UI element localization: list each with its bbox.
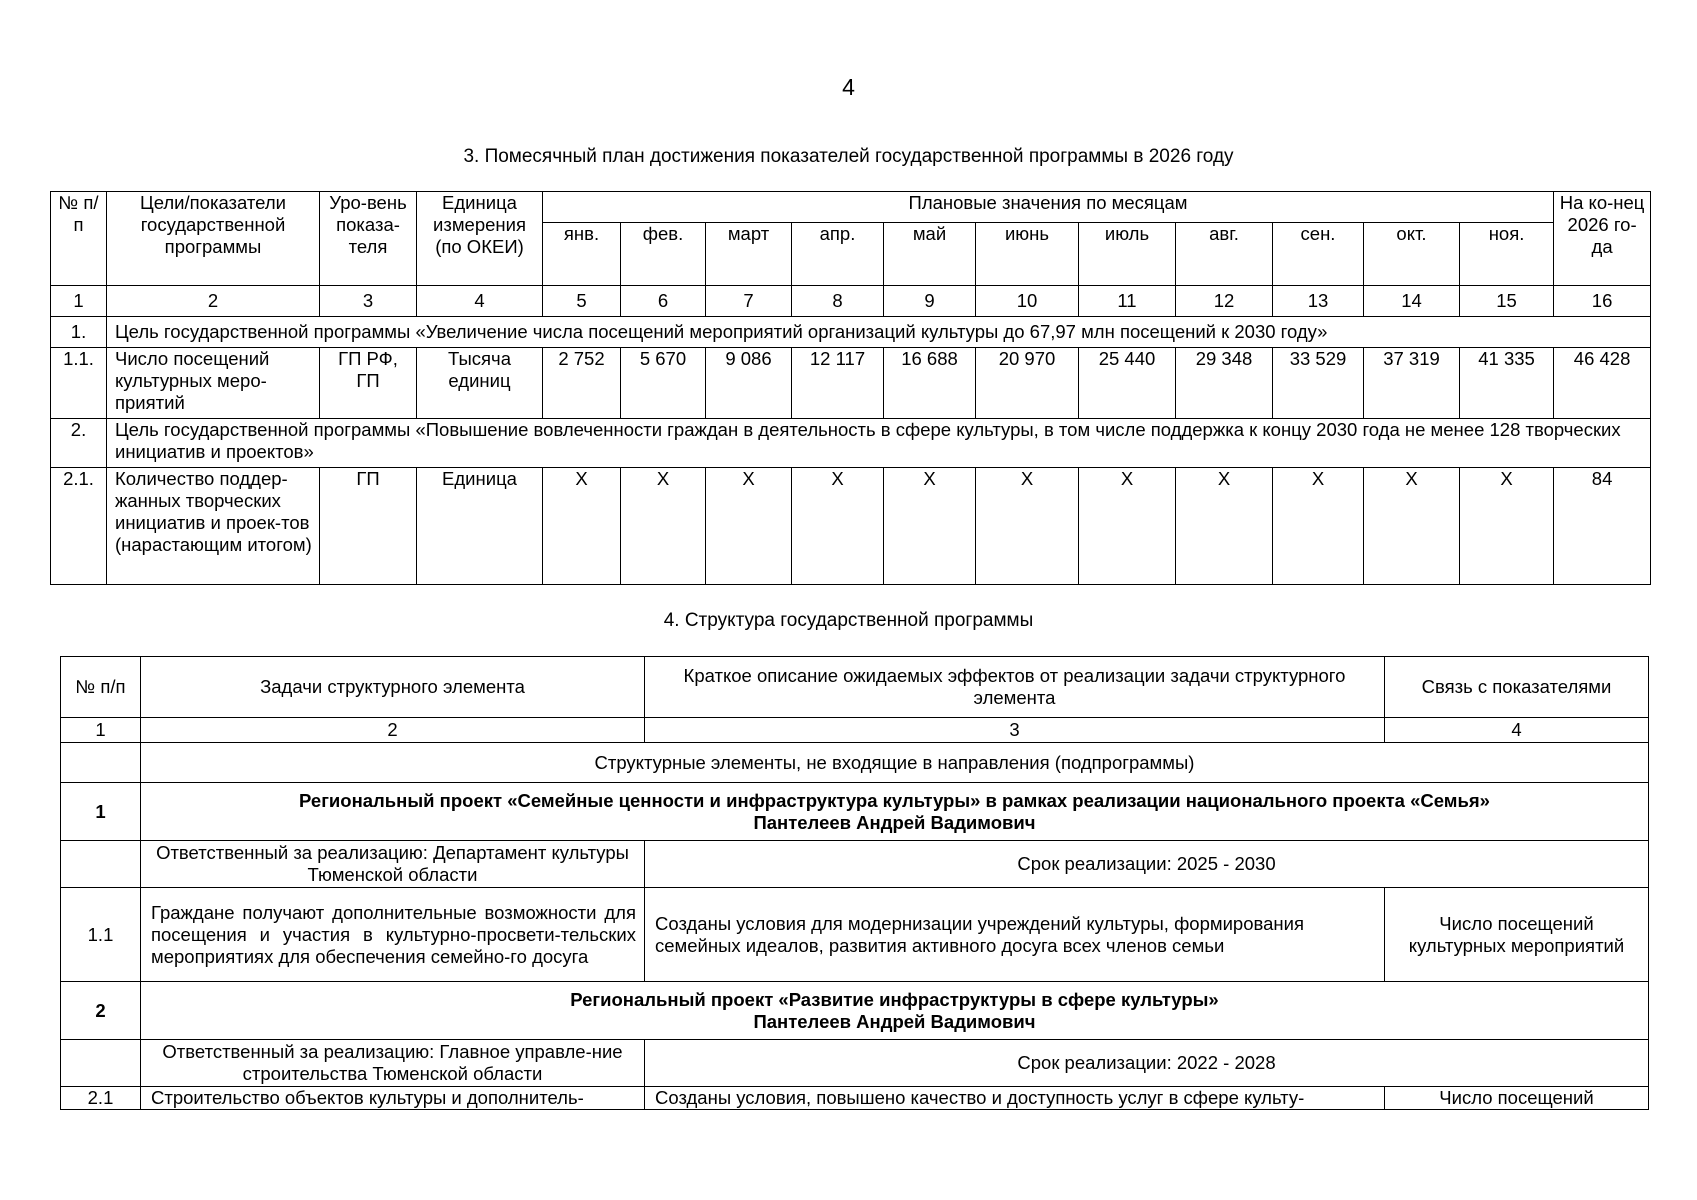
- month-value: X: [1364, 468, 1460, 585]
- task-text: Граждане получают дополнительные возможности для посещения и участия в культурно-просвети-тельских мероприятиях для обеспечения семейно-го досуга: [141, 888, 645, 982]
- goal-num: 1.: [51, 317, 107, 348]
- month-value: 20 970: [976, 348, 1079, 419]
- header-level: Уро-вень показа-теля: [320, 192, 417, 286]
- column-number: 2: [141, 718, 645, 743]
- header-unit: Единица измерения (по ОКЕИ): [417, 192, 543, 286]
- project-num: 1: [61, 783, 141, 841]
- project-num: 2: [61, 982, 141, 1040]
- month-header: фев.: [621, 223, 706, 286]
- indicator-level: ГП: [320, 468, 417, 585]
- month-value: 12 117: [792, 348, 884, 419]
- indicator-unit: Единица: [417, 468, 543, 585]
- section-3-title: 3. Помесячный план достижения показателей государственной программы в 2026 году: [463, 146, 1234, 167]
- project-person: Пантелеев Андрей Вадимович: [753, 1010, 1036, 1032]
- month-header: ноя.: [1460, 223, 1554, 286]
- month-value: 16 688: [884, 348, 976, 419]
- month-value: X: [543, 468, 621, 585]
- responsible: Ответственный за реализацию: Главное управле-ние строительства Тюменской области: [141, 1040, 645, 1087]
- task-effect: Созданы условия для модернизации учреждений культуры, формирования семейных идеалов, развития активного досуга всех членов семьи: [645, 888, 1385, 982]
- task-num: 2.1: [61, 1087, 141, 1110]
- month-header: июль: [1079, 223, 1176, 286]
- header-goals: Цели/показатели государственной программы: [107, 192, 320, 286]
- indicator-unit: Тысяча единиц: [417, 348, 543, 419]
- column-number: 7: [706, 286, 792, 317]
- program-structure-table: [60, 656, 1649, 1110]
- column-number: 1: [61, 718, 141, 743]
- month-header: апр.: [792, 223, 884, 286]
- period: Срок реализации: 2025 - 2030: [645, 841, 1649, 888]
- subheading: Структурные элементы, не входящие в направления (подпрограммы): [141, 743, 1649, 783]
- monthly-plan-table: [50, 191, 1651, 585]
- project-title: Региональный проект «Семейные ценности и инфраструктура культуры» в рамках реализации национального проекта «Семья»: [299, 789, 1490, 811]
- project-title-cell: [141, 982, 1649, 1040]
- month-value: 29 348: [1176, 348, 1273, 419]
- column-number: 14: [1364, 286, 1460, 317]
- goal-row: [51, 419, 1651, 468]
- column-number: 4: [417, 286, 543, 317]
- end-value: 46 428: [1554, 348, 1651, 419]
- task-num: 1.1: [61, 888, 141, 982]
- section-4-title: 4. Структура государственной программы: [663, 610, 1034, 631]
- month-value: X: [1273, 468, 1364, 585]
- goal-text: Цель государственной программы «Увеличение числа посещений мероприятий организаций культуры до 67,97 млн посещений к 2030 году»: [107, 317, 1651, 348]
- header-tasks: Задачи структурного элемента: [141, 657, 645, 718]
- month-header: май: [884, 223, 976, 286]
- month-value: X: [976, 468, 1079, 585]
- month-header: окт.: [1364, 223, 1460, 286]
- month-value: X: [706, 468, 792, 585]
- month-header: янв.: [543, 223, 621, 286]
- project-row: [61, 783, 1649, 841]
- column-number: 2: [107, 286, 320, 317]
- month-value: 2 752: [543, 348, 621, 419]
- empty-cell: [61, 1040, 141, 1087]
- task-row: [61, 1087, 1649, 1110]
- column-number: 5: [543, 286, 621, 317]
- header-effects: Краткое описание ожидаемых эффектов от реализации задачи структурного элемента: [645, 657, 1385, 718]
- month-header: июнь: [976, 223, 1079, 286]
- month-value: X: [1460, 468, 1554, 585]
- page-number: 4: [842, 74, 855, 100]
- column-number: 4: [1385, 718, 1649, 743]
- goal-row: [51, 317, 1651, 348]
- project-title-cell: [141, 783, 1649, 841]
- task-text: Строительство объектов культуры и дополнитель-: [141, 1087, 645, 1110]
- column-number: 12: [1176, 286, 1273, 317]
- goal-num: 2.: [51, 419, 107, 468]
- column-number: 8: [792, 286, 884, 317]
- header-num: № п/п: [51, 192, 107, 286]
- project-person: Пантелеев Андрей Вадимович: [753, 811, 1036, 833]
- project-row: [61, 982, 1649, 1040]
- column-number: 1: [51, 286, 107, 317]
- month-header: авг.: [1176, 223, 1273, 286]
- task-row: [61, 888, 1649, 982]
- indicator-name: Количество поддер-жанных творческих инициатив и проек-тов (нарастающим итогом): [107, 468, 320, 585]
- month-value: X: [1079, 468, 1176, 585]
- month-header: сен.: [1273, 223, 1364, 286]
- indicator-row: [51, 348, 1651, 419]
- header-link: Связь с показателями: [1385, 657, 1649, 718]
- indicator-num: 2.1.: [51, 468, 107, 585]
- month-value: X: [884, 468, 976, 585]
- indicator-row: [51, 468, 1651, 585]
- header-planned-values: Плановые значения по месяцам: [543, 192, 1554, 223]
- month-value: 9 086: [706, 348, 792, 419]
- responsible: Ответственный за реализацию: Департамент культуры Тюменской области: [141, 841, 645, 888]
- project-title: Региональный проект «Развитие инфраструктуры в сфере культуры»: [570, 988, 1219, 1010]
- column-number: 6: [621, 286, 706, 317]
- month-value: 25 440: [1079, 348, 1176, 419]
- month-value: X: [792, 468, 884, 585]
- month-value: X: [621, 468, 706, 585]
- column-number: 9: [884, 286, 976, 317]
- column-number-row: [51, 286, 1651, 317]
- task-link: Число посещений: [1385, 1087, 1649, 1110]
- task-effect: Созданы условия, повышено качество и доступность услуг в сфере культу-: [645, 1087, 1385, 1110]
- column-number: 3: [320, 286, 417, 317]
- column-number: 3: [645, 718, 1385, 743]
- indicator-level: ГП РФ, ГП: [320, 348, 417, 419]
- column-number: 15: [1460, 286, 1554, 317]
- indicator-num: 1.1.: [51, 348, 107, 419]
- task-link: Число посещений культурных мероприятий: [1385, 888, 1649, 982]
- header-num: № п/п: [61, 657, 141, 718]
- month-header: март: [706, 223, 792, 286]
- column-number: 10: [976, 286, 1079, 317]
- month-value: 41 335: [1460, 348, 1554, 419]
- month-value: 37 319: [1364, 348, 1460, 419]
- column-number: 13: [1273, 286, 1364, 317]
- empty-cell: [61, 841, 141, 888]
- column-number: 16: [1554, 286, 1651, 317]
- column-number-row: [61, 718, 1649, 743]
- month-value: 33 529: [1273, 348, 1364, 419]
- indicator-name: Число посещений культурных меро-приятий: [107, 348, 320, 419]
- header-end-of-year: На ко-нец 2026 го-да: [1554, 192, 1651, 286]
- empty-cell: [61, 743, 141, 783]
- column-number: 11: [1079, 286, 1176, 317]
- goal-text: Цель государственной программы «Повышение вовлеченности граждан в деятельность в сфере культуры, в том числе поддержка к концу 2030 года не менее 128 творческих инициатив и проектов»: [107, 419, 1651, 468]
- month-value: X: [1176, 468, 1273, 585]
- end-value: 84: [1554, 468, 1651, 585]
- month-value: 5 670: [621, 348, 706, 419]
- period: Срок реализации: 2022 - 2028: [645, 1040, 1649, 1087]
